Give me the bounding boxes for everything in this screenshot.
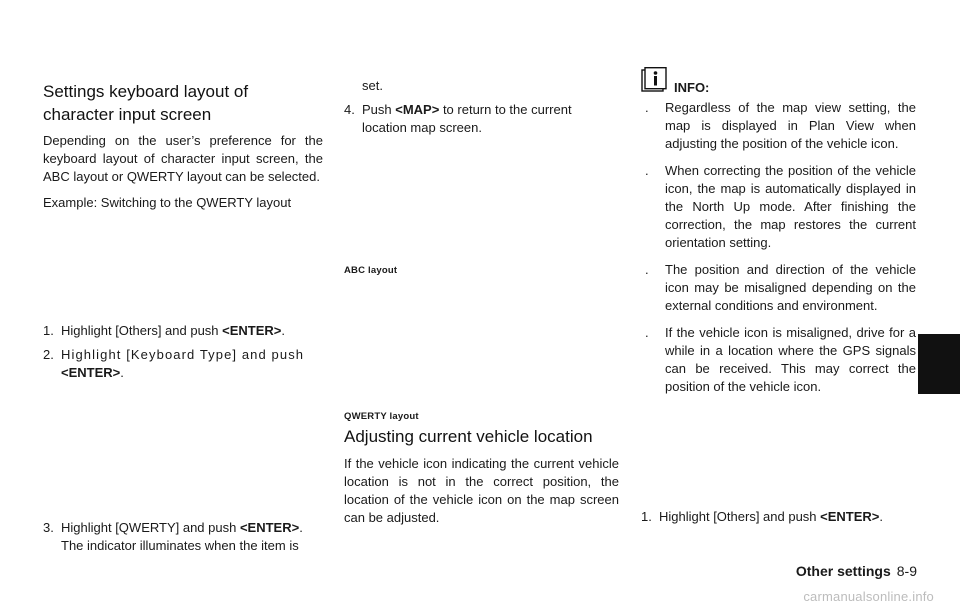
bullet-text: Regardless of the map view setting, the map is displayed in Plan View when adjusting the position of the vehicle icon. [665, 100, 916, 151]
bullet-dot: . [645, 262, 649, 277]
step-2-keyboard-type: 2. Highlight [Keyboard Type] and push <ENTER>. [43, 347, 305, 380]
page-number: 8-9 [896, 563, 917, 579]
page-footer [796, 563, 917, 579]
chapter-tab [918, 334, 960, 394]
caption-abc-layout: ABC layout [344, 265, 398, 276]
info-list-container [641, 99, 916, 405]
info-bullet [641, 261, 916, 315]
bullet-dot: . [645, 325, 649, 340]
bullet-dot: . [645, 163, 649, 178]
info-icon [641, 67, 667, 98]
step-1-others-adjust: 1. Highlight [Others] and push <ENTER>. [641, 509, 884, 524]
step-1-others: 1. Highlight [Others] and push <ENTER>. [43, 323, 286, 338]
step-4-map: 4. Push <MAP> to return to the current location map screen. [344, 102, 572, 135]
column-2-top [344, 77, 619, 137]
enter-key: <ENTER> [222, 323, 282, 338]
intro-paragraph: Depending on the user’s preference for the keyboard layout of character input screen, the ABC layout or QWERTY layout can be selected. [43, 133, 323, 184]
info-bullet [641, 324, 916, 396]
section-heading-adjusting-location: Adjusting current vehicle location [344, 427, 593, 446]
section-heading-keyboard-layout: Settings keyboard layout of character input screen [43, 82, 249, 124]
map-key: <MAP> [395, 102, 440, 117]
column-1 [43, 80, 323, 212]
enter-key: <ENTER> [820, 509, 880, 524]
step-3-continuation: set. [362, 78, 383, 93]
info-bullet-list [641, 99, 916, 396]
step-3-qwerty: 3. Highlight [QWERTY] and push <ENTER>. The indicator illuminates when the item is [43, 520, 303, 553]
adjusting-paragraph: If the vehicle icon indicating the current vehicle location is not in the correct position, the location of the vehicle icon on the map screen can be adjusted. [344, 456, 619, 525]
enter-key: <ENTER> [61, 365, 121, 380]
section-adjusting-location [344, 425, 619, 527]
info-title: INFO: [674, 80, 710, 95]
info-bullet [641, 162, 916, 252]
bullet-text: When correcting the position of the vehicle icon, the map is automatically displayed in the North Up mode. After finishing the correction, the map restores the current orientation setting. [665, 163, 916, 250]
example-label: Example: Switching to the QWERTY layout [43, 195, 292, 210]
caption-qwerty-layout: QWERTY layout [344, 411, 419, 422]
bullet-text: The position and direction of the vehicle icon may be misaligned depending on the external conditions and environment. [665, 262, 916, 313]
footer-section: Other settings [795, 563, 891, 579]
bullet-dot: . [645, 100, 649, 115]
watermark: carmanualsonline.info [803, 589, 934, 604]
enter-key: <ENTER> [239, 520, 300, 535]
info-bullet [641, 99, 916, 153]
bullet-text: If the vehicle icon is misaligned, drive for a while in a location where the GPS signals can be received. This may correct the position of the vehicle icon. [665, 325, 916, 394]
